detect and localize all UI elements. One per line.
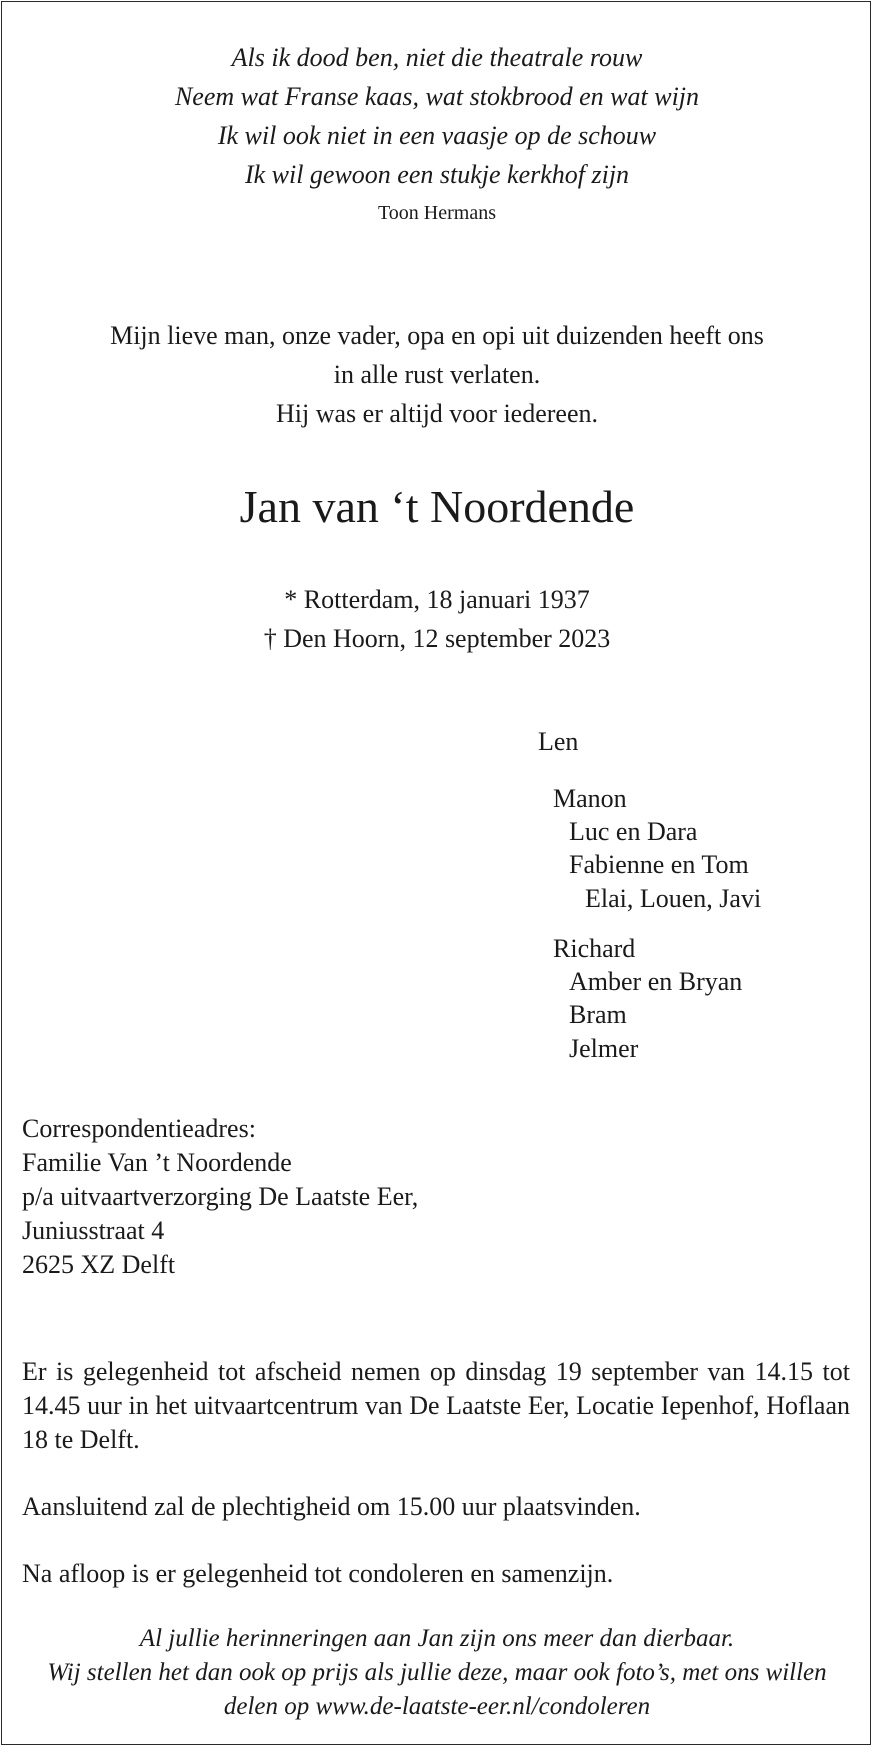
family-grandchild: Amber en Bryan	[569, 967, 743, 996]
poem-line-1: Als ik dood ben, niet die theatrale rouw	[231, 43, 643, 72]
condolence-paragraph: Na afloop is er gelegenheid tot condoleren en samenzijn.	[22, 1559, 614, 1588]
life-dates	[0, 580, 874, 658]
family-grandchild: Fabienne en Tom	[569, 850, 749, 879]
family-child-1: Manon	[553, 784, 627, 813]
family-child-2: Richard	[553, 934, 636, 963]
intro-line-2: in alle rust verlaten.	[333, 360, 541, 389]
poem-line-3: Ik wil ook niet in een vaasje op de schouw	[217, 121, 657, 150]
intro-line-1: Mijn lieve man, onze vader, opa en opi uit duizenden heeft ons	[110, 321, 764, 350]
intro-line-3: Hij was er altijd voor iedereen.	[276, 399, 598, 428]
ceremony-paragraph: Aansluitend zal de plechtigheid om 15.00 uur plaatsvinden.	[22, 1492, 641, 1521]
closing-line-2: Wij stellen het dan ook op prijs als jullie deze, maar ook foto’s, met ons willen	[47, 1659, 827, 1686]
family-grandchild: Bram	[569, 1000, 627, 1029]
deceased-name: Jan van ‘t Noordende	[239, 481, 635, 532]
address-line: Familie Van ’t Noordende	[22, 1148, 292, 1177]
address-heading: Correspondentieadres:	[22, 1114, 256, 1143]
farewell-paragraph: Er is gelegenheid tot afscheid nemen op dinsdag 19 september van 14.15 tot 14.45 uur in het uitvaartcentrum van De Laatste Eer, Locatie Iepenhof, Hoflaan 18 te Delft.	[22, 1357, 850, 1454]
poem-line-4: Ik wil gewoon een stukje kerkhof zijn	[244, 160, 630, 189]
correspondence-address	[22, 1112, 418, 1282]
death-date: † Den Hoorn, 12 september 2023	[263, 624, 611, 653]
poem-line-2: Neem wat Franse kaas, wat stokbrood en wat wijn	[174, 82, 700, 111]
closing-line-3: delen op www.de-laatste-eer.nl/condoleren	[223, 1693, 651, 1720]
family-grandchild: Jelmer	[569, 1034, 639, 1063]
family-great-grandchildren: Elai, Louen, Javi	[585, 884, 762, 913]
intro-text	[0, 316, 874, 433]
poem-author: Toon Hermans	[377, 202, 497, 224]
address-line: Juniusstraat 4	[22, 1216, 165, 1245]
closing-line-1: Al jullie herinneringen aan Jan zijn ons meer dan dierbaar.	[139, 1625, 735, 1652]
poem	[0, 38, 874, 194]
family-spouse: Len	[538, 727, 579, 756]
address-line: p/a uitvaartverzorging De Laatste Eer,	[22, 1182, 419, 1211]
birth-date: * Rotterdam, 18 januari 1937	[284, 585, 590, 614]
address-line: 2625 XZ Delft	[22, 1250, 176, 1279]
closing-note	[0, 1622, 874, 1724]
family-grandchild: Luc en Dara	[569, 817, 698, 846]
